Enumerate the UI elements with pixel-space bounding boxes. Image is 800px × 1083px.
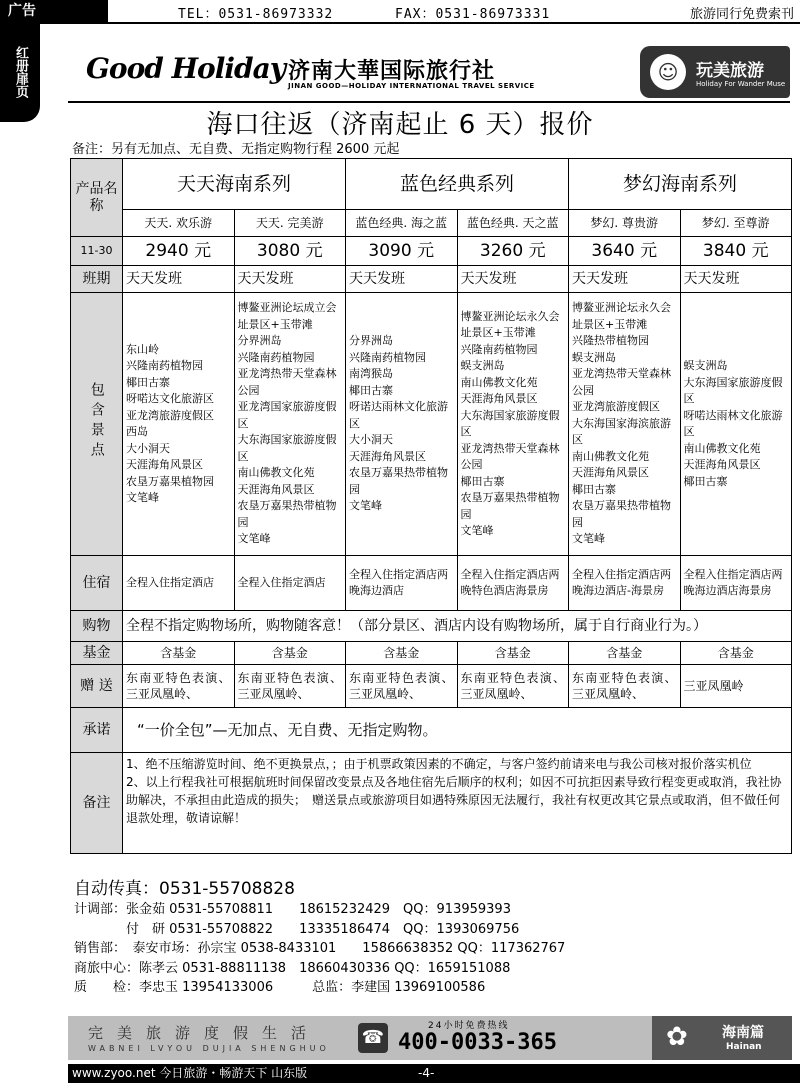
sight-item: 农垦万嘉果热带植物园 (237, 499, 337, 529)
ad-tag: 广告 (0, 0, 108, 22)
sight-item: 兴隆南药植物园 (237, 350, 315, 364)
contact-line: 付 研 0531-55708822 13335186474 QQ：1393069756 (74, 921, 520, 937)
sight-item: 亚龙湾热带天堂森林公园 (572, 367, 671, 397)
product-hotel: 全程入住指定酒店两晚海边酒店海景房 (680, 556, 792, 611)
sight-item: 大小洞天 (126, 441, 170, 455)
slogan-chinese: 完美旅游度假生活 (88, 1024, 321, 1042)
sight-item: 亚龙湾旅游度假区 (126, 408, 214, 422)
product-gift: 三亚凤凰岭 (680, 665, 792, 708)
logo-chinese: 济南大華国际旅行社 (288, 59, 496, 84)
sight-item: 博鳌亚洲论坛成立会址景区+玉带滩 (237, 301, 337, 331)
product-price: 3260 元 (457, 237, 569, 266)
sights-list (123, 293, 235, 556)
product-price: 2940 元 (123, 237, 235, 266)
hainan-badge (652, 1016, 792, 1060)
product-schedule: 天天发班 (234, 266, 346, 293)
palm-icon: ✿ (666, 1022, 688, 1052)
product-fund: 含基金 (680, 642, 792, 665)
brand-english: Holiday For Wander Muse (696, 80, 786, 88)
product-fund: 含基金 (234, 642, 346, 665)
sight-item: 天涯海角风景区 (683, 458, 761, 471)
sight-item: 文笔峰 (572, 532, 605, 546)
footer-banner (68, 1016, 792, 1060)
contact-line: 销售部： 泰安市场：孙宗宝 0538-8433101 15866638352 QQ：117362767 (74, 941, 566, 956)
sight-item: 文笔峰 (349, 499, 382, 513)
product-price: 3640 元 (569, 237, 681, 266)
sight-item: 南山佛教文化苑 (460, 375, 538, 389)
sight-item: 呀喏达雨林文化旅游区 (683, 408, 783, 438)
hotline-label: 24小时免费热线 (428, 1021, 510, 1031)
sight-item: 兴隆南药植物园 (349, 350, 426, 364)
sight-item: 分界洲岛 (349, 334, 393, 348)
sight-item: 兴隆热带植物园 (572, 334, 649, 348)
label-product: 产品名称 (71, 159, 123, 237)
sight-item: 农垦万嘉果植物园 (126, 474, 214, 488)
sight-item: 椰田古寨 (572, 482, 616, 496)
sight-item: 农垦万嘉果热带植物园 (349, 466, 448, 496)
product-name: 梦幻. 尊贵游 (569, 210, 681, 237)
promise-text: “一价全包”—无加点、无自费、无指定购物。 (123, 708, 792, 753)
sight-item: 东山岭 (126, 342, 159, 356)
sight-item: 呀喏达文化旅游区 (126, 392, 214, 405)
product-fund: 含基金 (569, 642, 681, 665)
brand-chinese: 玩美旅游 (696, 61, 764, 81)
sight-item: 椰田古寨 (683, 474, 728, 488)
product-gift: 东南亚特色表演、三亚凤凰岭、 (457, 665, 569, 708)
sight-item: 天涯海角风景区 (572, 466, 649, 480)
sight-item: 兴隆南药植物园 (460, 342, 538, 356)
header (68, 40, 790, 100)
logo-english: Good Holiday (86, 52, 285, 85)
header-divider (68, 101, 790, 103)
product-hotel: 全程入住指定酒店两晚海边酒店-海景房 (569, 556, 681, 611)
sight-item: 亚龙湾国家旅游度假区 (237, 400, 337, 430)
hainan-chinese: 海南篇 (722, 1025, 764, 1041)
sight-item: 农垦万嘉果热带植物园 (460, 491, 560, 521)
product-gift: 东南亚特色表演、三亚凤凰岭、 (346, 665, 458, 708)
product-fund: 含基金 (457, 642, 569, 665)
page-title: 海口往返（济南起止 6 天）报价 (206, 110, 594, 140)
label-promise: 承诺 (71, 708, 123, 753)
remarks-text (123, 753, 792, 854)
label-hotel: 住宿 (71, 556, 123, 611)
label-remarks: 备注 (71, 753, 123, 854)
label-sights: 包含景点 (71, 293, 123, 556)
sight-item: 文笔峰 (237, 532, 271, 546)
sight-item: 椰田古寨 (349, 383, 393, 397)
product-name: 梦幻. 至尊游 (680, 210, 792, 237)
sight-item: 西岛 (126, 425, 148, 438)
remark-item: 2、以上行程我社可根据航班时间保留改变景点及各地住宿先后顺序的权利；如因不可抗拒因素导致行程变更或取消，我社协助解决，不承担由此造成的损失； 赠送景点或旅游项目如遇特殊原因无法履行，我社有权更改其它景点或取消，但不做任何退款处理，敬请谅解！ (126, 775, 782, 825)
product-price: 3840 元 (680, 237, 792, 266)
sight-item: 大东海国家旅游度假区 (460, 408, 560, 438)
label-gift: 赠 送 (71, 665, 123, 708)
sight-item: 大东海国家旅游度假区 (237, 433, 337, 463)
sight-item: 农垦万嘉果热带植物园 (572, 499, 671, 529)
product-gift: 东南亚特色表演、三亚凤凰岭、 (123, 665, 235, 708)
fax-number: FAX：0531-86973331 (395, 7, 551, 22)
series-menghuan: 梦幻海南系列 (569, 159, 792, 210)
product-fund: 含基金 (123, 642, 235, 665)
contact-line: 商旅中心：陈孝云 0531-88811138 18660430336 QQ：1659151088 (74, 960, 511, 976)
contact-line: 质 检：李忠玉 13954133006 总监：李建国 13969100586 (74, 980, 486, 995)
sight-item: 天涯海角风景区 (460, 392, 538, 405)
series-tiantian: 天天海南系列 (123, 159, 346, 210)
product-hotel: 全程入住指定酒店两晚海边酒店 (346, 556, 458, 611)
product-schedule: 天天发班 (346, 266, 458, 293)
top-bar (0, 0, 800, 24)
website: www.zyoo.net 今日旅游・畅游天下 山东版 (72, 1066, 308, 1080)
product-name: 蓝色经典. 海之蓝 (346, 210, 458, 237)
sight-item: 文笔峰 (126, 491, 159, 504)
product-fund: 含基金 (346, 642, 458, 665)
product-price: 3090 元 (346, 237, 458, 266)
product-hotel: 全程入住指定酒店 (234, 556, 346, 611)
brand-badge (640, 46, 790, 98)
sight-item: 南山佛教文化苑 (572, 449, 649, 463)
price-table (70, 158, 792, 854)
product-gift: 东南亚特色表演、三亚凤凰岭、 (569, 665, 681, 708)
tel-number: TEL：0531-86973332 (178, 7, 334, 22)
label-date: 11-30 (71, 237, 123, 266)
phone-icon: ☎ (358, 1023, 388, 1053)
sights-list (346, 293, 458, 556)
product-hotel: 全程入住指定酒店两晚特色酒店海景房 (457, 556, 569, 611)
hotline-number: 400-0033-365 (398, 1030, 557, 1055)
product-schedule: 天天发班 (680, 266, 792, 293)
auto-fax: 自动传真：0531-55708828 (74, 879, 295, 899)
sight-item: 亚龙湾旅游度假区 (572, 400, 660, 414)
product-name: 天天. 完美游 (234, 210, 346, 237)
smile-icon: ☺ (650, 54, 686, 90)
sights-list (680, 293, 792, 556)
sight-item: 南湾猴岛 (349, 367, 393, 381)
sight-item: 分界洲岛 (237, 334, 282, 348)
product-schedule: 天天发班 (123, 266, 235, 293)
sight-item: 呀诺达雨林文化旅游区 (349, 400, 448, 430)
product-gift: 东南亚特色表演、三亚凤凰岭、 (234, 665, 346, 708)
sight-item: 椰田古寨 (126, 375, 170, 389)
sights-list (457, 293, 569, 556)
label-shopping: 购物 (71, 611, 123, 642)
product-schedule: 天天发班 (457, 266, 569, 293)
product-hotel: 全程入住指定酒店 (123, 556, 235, 611)
page-number: -4- (418, 1066, 435, 1080)
sight-item: 蜈支洲岛 (683, 359, 728, 372)
slogan-english: WABNEI LVYOU DUJIA SHENGHUO (88, 1044, 330, 1053)
product-schedule: 天天发班 (569, 266, 681, 293)
product-price: 3080 元 (234, 237, 346, 266)
contacts (74, 878, 794, 998)
sight-item: 兴隆南药植物园 (126, 359, 203, 372)
logo-subtitle: JINAN GOOD—HOLIDAY INTERNATIONAL TRAVEL SERVICE (288, 82, 535, 90)
sight-item: 大东海国家旅游度假区 (683, 375, 783, 405)
sight-item: 天涯海角风景区 (349, 449, 426, 463)
hainan-english: Hainan (726, 1042, 762, 1052)
label-fund: 基金 (71, 642, 123, 665)
sight-item: 蜈支洲岛 (460, 359, 505, 372)
product-name: 蓝色经典. 天之蓝 (457, 210, 569, 237)
sight-item: 蜈支洲岛 (572, 350, 616, 364)
product-name: 天天. 欢乐游 (123, 210, 235, 237)
sight-item: 大小洞天 (349, 433, 393, 447)
sight-item: 南山佛教文化苑 (683, 441, 761, 455)
shopping-policy: 全程不指定购物场所，购物随客意！（部分景区、酒店内设有购物场所，属于自行商业行为。） (123, 611, 792, 642)
sight-item: 文笔峰 (460, 524, 494, 537)
sight-item: 博鳌亚洲论坛永久会址景区+玉带滩 (572, 301, 671, 331)
index-label: 旅游同行免费索刊 (689, 7, 794, 22)
contact-line: 计调部：张金茹 0531-55708811 18615232429 QQ：913959393 (74, 902, 511, 917)
remark-item: 1、绝不压缩游览时间、绝不更换景点，；由于机票政策因素的不确定，与客户签约前请来电与我公司核对报价落实机位 (126, 757, 752, 771)
sight-item: 亚龙湾热带天堂森林公园 (460, 441, 560, 471)
sight-item: 天涯海角风景区 (237, 482, 315, 496)
sight-item: 椰田古寨 (460, 474, 505, 488)
sight-item: 天涯海角风景区 (126, 458, 203, 471)
sight-item: 亚龙湾热带天堂森林公园 (237, 367, 337, 397)
series-lanse: 蓝色经典系列 (346, 159, 569, 210)
side-tab: 红册扉页 (0, 22, 40, 122)
sight-item: 博鳌亚洲论坛永久会址景区+玉带滩 (460, 309, 560, 339)
label-schedule: 班期 (71, 266, 123, 293)
sights-list (569, 293, 681, 556)
sights-list (234, 293, 346, 556)
price-note: 备注：另有无加点、无自费、无指定购物行程 2600 元起 (72, 142, 400, 157)
sight-item: 南山佛教文化苑 (237, 466, 315, 480)
bottom-bar (68, 1064, 800, 1083)
sight-item: 大东海国家海滨旅游区 (572, 416, 671, 447)
